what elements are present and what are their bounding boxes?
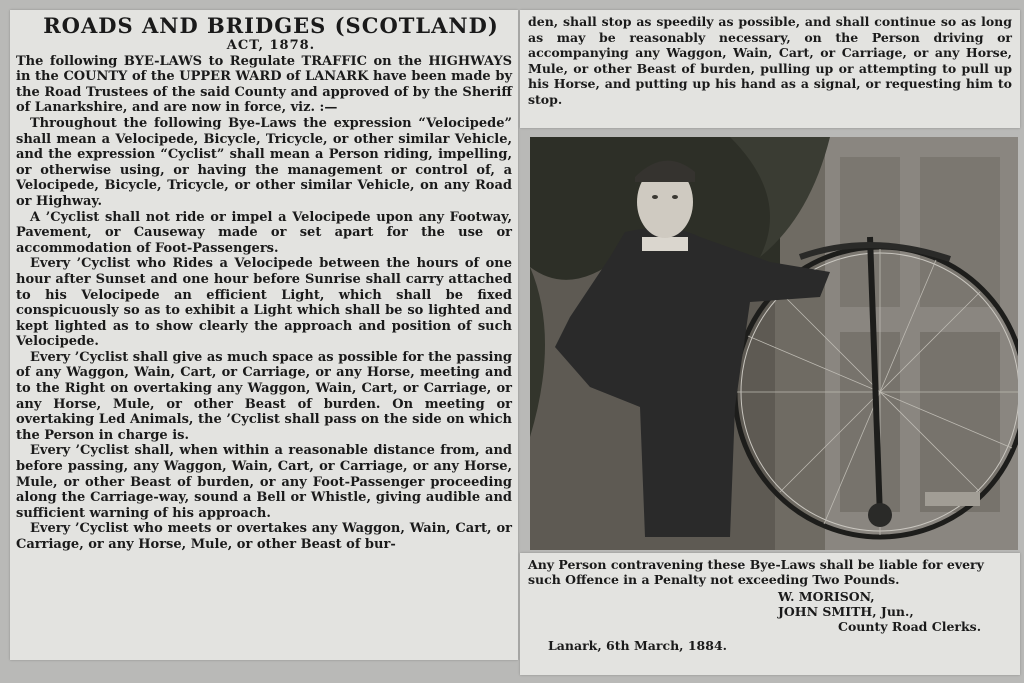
cyclist-photograph	[530, 137, 1018, 550]
photograph-icon	[530, 137, 1018, 550]
bye-law-paragraph: Every ’Cyclist who Rides a Velocipede between the hours of one hour after Sunset and one hour before Sunrise shall carry attached to his Velocipede an efficient Light, which shall be fixed conspicuously so as to exhibit a Light which shall be so lighted and kept lighted as to show clearly the approach and position of such Velocipede.	[16, 256, 512, 350]
signatory-role: County Road Clerks.	[838, 619, 982, 634]
signatory-name: JOHN SMITH, Jun.,	[778, 604, 914, 619]
bye-law-paragraph: A ’Cyclist shall not ride or impel a Velocipede upon any Footway, Pavement, or Causeway made or set apart for the use or accommodation of Foot-Passengers.	[16, 209, 512, 256]
continuation-snippet	[520, 10, 1020, 128]
notice-title: ROADS AND BRIDGES (SCOTLAND)	[43, 13, 499, 38]
bye-laws-text	[10, 10, 518, 553]
bye-law-paragraph: Every ’Cyclist who meets or overtakes any Waggon, Wain, Cart, or Carriage, or any Horse, Mule, or other Beast of bur-	[16, 521, 512, 552]
bye-laws-column	[10, 10, 518, 660]
signatory-name: W. MORISON,	[778, 589, 875, 604]
bye-law-paragraph: Every ’Cyclist shall give as much space as possible for the passing of any Waggon, Wain, Cart, or Carriage, or any Horse, meeting and to the Right on overtaking any Waggon, Wain, Cart, or Carriage, or any Horse, Mule, or other Beast of burden. On meeting or overtaking Led Animals, the ’Cyclist shall pass on the side on which the Person in charge is.	[16, 349, 512, 443]
bye-law-paragraph: Throughout the following Bye-Laws the expression “Velocipede” shall mean a Velocipede, Bicycle, Tricycle, or other similar Vehicle, and the expression “Cyclist” shall mean a Person riding, impelling, or otherwise using, or having the management or control of, a Velocipede, Bicycle, Tricycle, or other similar Vehicle, on any Road or Highway.	[16, 115, 512, 209]
notice-date: Lanark, 6th March, 1884.	[548, 638, 728, 653]
continuation-paragraph: den, shall stop as speedily as possible, and shall continue so as long as may be reasonably necessary, on the Person driving or accompanying any Waggon, Wain, Cart, or Carriage, or any Horse, Mule, or other Beast of burden, pulling up or attempting to pull up his Horse, and putting up his hand as a signal, or requesting him to stop.	[528, 14, 1012, 107]
penalty-snippet	[520, 553, 1020, 675]
bye-law-paragraph: Every ’Cyclist shall, when within a reasonable distance from, and before passing, any Waggon, Wain, Cart, or Carriage, or any Horse, Mule, or other Beast of burden, or any Foot-Passenger proceeding along the Carriage-way, sound a Bell or Whistle, giving audible and sufficient warning of his approach.	[16, 443, 512, 521]
intro-paragraph: The following BYE-LAWS to Regulate TRAFFIC on the HIGHWAYS in the COUNTY of the UPPER WARD of LANARK have been made by the Road Trustees of the said County and approved of by the Sheriff of Lanarkshire, and are now in force, viz. :—	[16, 53, 512, 116]
act-line: ACT, 1878.	[226, 38, 316, 53]
penalty-paragraph: Any Person contravening these Bye-Laws shall be liable for every such Offence in a Penalty not exceeding Two Pounds.	[528, 557, 984, 587]
signatures	[778, 589, 1012, 634]
